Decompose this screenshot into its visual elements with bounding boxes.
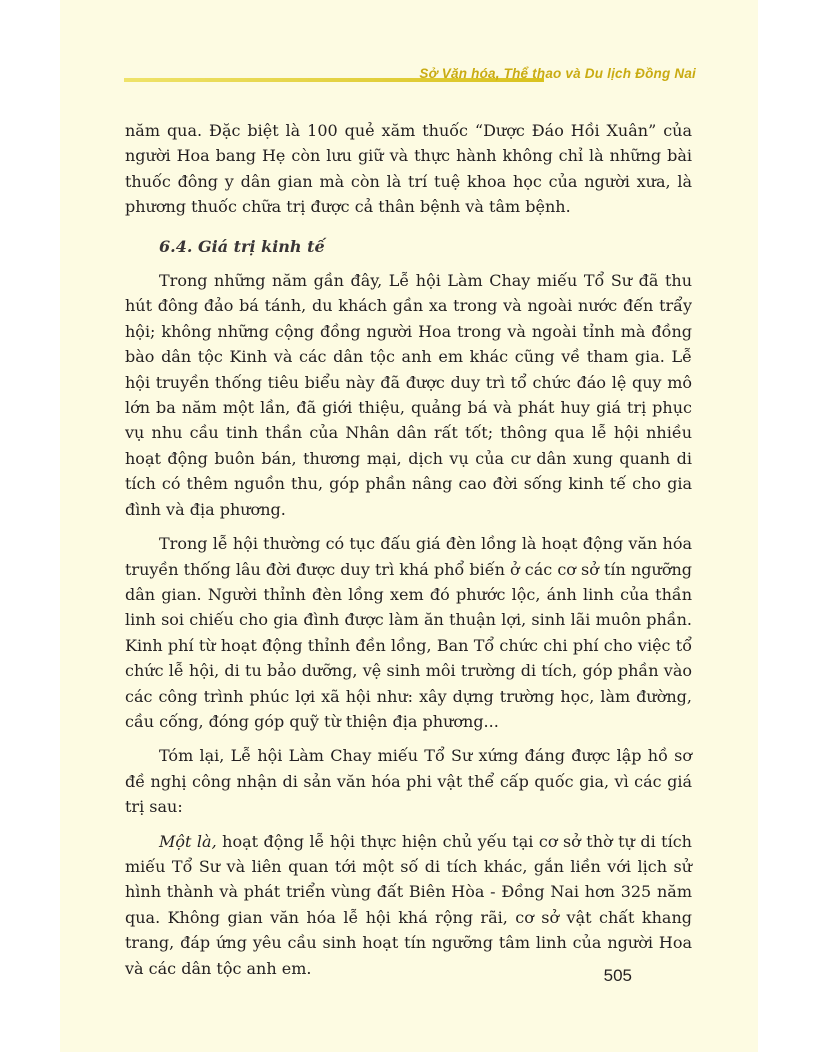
page-body [125,118,692,990]
paragraph-2: Trong lễ hội thường có tục đấu giá đèn lồng là hoạt động văn hóa truyền thống lâu đời được duy trì khá phổ biến ở các cơ sở tín ngưỡng dân gian. Người thỉnh đèn lồng xem đó phước lộc, ánh linh của thần linh soi chiếu cho gia đình được làm ăn thuận lợi, sinh lãi muôn phần. Kinh phí từ hoạt động thỉnh đền lồng, Ban Tổ chức chi phí cho việc tổ chức lễ hội, di tu bảo dưỡng, vệ sinh môi trường di tích, góp phần vào các công trình phúc lợi xã hội như: xây dựng trường học, làm đường, cầu cống, đóng góp quỹ từ thiện địa phương... [125,534,692,731]
paragraph-4-lead: Một là, [159,831,217,851]
running-header: Sở Văn hóa, Thể thao và Du lịch Đồng Nai [419,66,696,81]
paragraph-3: Tóm lại, Lễ hội Làm Chay miếu Tổ Sư xứng đáng được lập hồ sơ đề nghị công nhận di sản văn hóa phi vật thể cấp quốc gia, vì các giá trị sau: [125,746,692,817]
book-page [60,0,758,1052]
section-heading: 6.4. Giá trị kinh tế [159,236,325,256]
continuation-paragraph: năm qua. Đặc biệt là 100 quẻ xăm thuốc “Dược Đáo Hồi Xuân” của người Hoa bang Hẹ còn lưu giữ và thực hành không chỉ là những bài thuốc đông y dân gian mà còn là trí tuệ khoa học của người xưa, là phương thuốc chữa trị được cả thân bệnh và tâm bệnh. [125,121,692,217]
paragraph-4 [125,829,692,981]
page-number: 505 [603,966,632,985]
paragraph-1: Trong những năm gần đây, Lễ hội Làm Chay miếu Tổ Sư đã thu hút đông đảo bá tánh, du khách gần xa trong và ngoài nước đến trẩy hội; không những cộng đồng người Hoa trong và ngoài tỉnh mà đồng bào dân tộc Kinh và các dân tộc anh em khác cũng về tham gia. Lễ hội truyền thống tiêu biểu này đã được duy trì tổ chức đáo lệ quy mô lớn ba năm một lần, đã giới thiệu, quảng bá và phát huy giá trị phục vụ nhu cầu tinh thần của Nhân dân rất tốt; thông qua lễ hội nhiều hoạt động buôn bán, thương mại, dịch vụ của cư dân xung quanh di tích có thêm nguồn thu, góp phần nâng cao đời sống kinh tế cho gia đình và địa phương. [125,271,692,519]
paragraph-4-text: hoạt động lễ hội thực hiện chủ yếu tại cơ sở thờ tự di tích miếu Tổ Sư và liên quan tới một số di tích khác, gắn liền với lịch sử hình thành và phát triển vùng đất Biên Hòa - Đồng Nai hơn 325 năm qua. Không gian văn hóa lễ hội khá rộng rãi, cơ sở vật chất khang trang, đáp ứng yêu cầu sinh hoạt tín ngưỡng tâm linh của người Hoa và các dân tộc anh em. [125,831,692,978]
